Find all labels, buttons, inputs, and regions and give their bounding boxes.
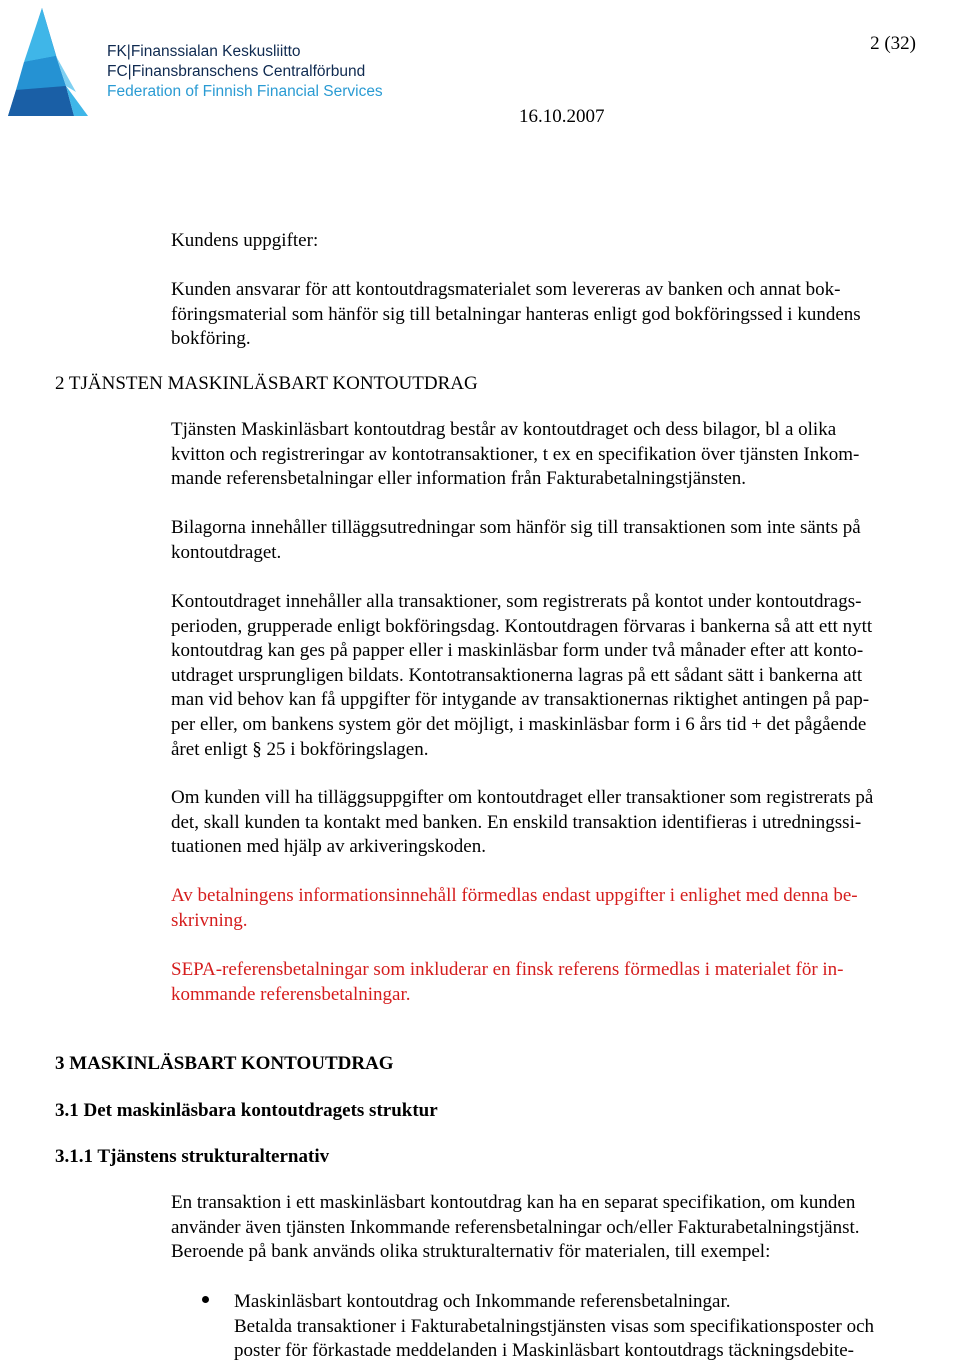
text-line: Bilagorna innehåller tilläggsutredningar som hänför sig till transaktionen som inte sänts på bbox=[171, 517, 861, 538]
text-line: En transaktion i ett maskinläsbart kontoutdrag kan ha en separat specifikation, om kunden bbox=[171, 1192, 856, 1213]
bullet-icon bbox=[202, 1296, 209, 1303]
text-line: Betalda transaktioner i Fakturabetalningstjänsten visas som specifikationsposter och bbox=[234, 1315, 875, 1337]
document-date: 16.10.2007 bbox=[519, 106, 605, 127]
customer-heading: Kundens uppgifter: bbox=[171, 230, 319, 251]
text-line: man vid behov kan få uppgifter för intygande av transaktionernas riktighet antingen på pap- bbox=[171, 689, 870, 711]
text-line: Beroende på bank används olika strukturalternativ för materialen, till exempel: bbox=[171, 1241, 771, 1263]
bullet-item bbox=[234, 1290, 960, 1364]
text-line: det, skall kunden ta kontakt med banken. En enskild transaktion identifieras i utredningssi- bbox=[171, 811, 862, 833]
text-line: tuationen med hjälp av arkiveringskoden. bbox=[171, 836, 486, 858]
section-3-1-1-heading: 3.1.1 Tjänstens strukturalternativ bbox=[55, 1146, 330, 1167]
text-line: föringsmaterial som hänför sig till betalningar hanteras enligt god bokföringssed i kundens bbox=[171, 303, 861, 325]
text-line: kontoutdraget. bbox=[171, 541, 282, 563]
text-line: Av betalningens informationsinnehåll förmedlas endast uppgifter i enlighet med denna be- bbox=[171, 885, 858, 906]
logo-line-federation: Federation of Finnish Financial Services bbox=[107, 83, 383, 100]
text-line: Kontoutdraget innehåller alla transaktioner, som registrerats på kontot under kontoutdrags- bbox=[171, 591, 862, 612]
section-2-paragraph-3 bbox=[171, 590, 960, 762]
text-line: skrivning. bbox=[171, 909, 248, 931]
page-number: 2 (32) bbox=[870, 33, 916, 54]
text-line: Om kunden vill ha tilläggsuppgifter om kontoutdraget eller transaktioner som registrerats på bbox=[171, 787, 874, 808]
logo-line-fk: FK|Finanssialan Keskusliitto bbox=[107, 43, 301, 60]
logo-line-fc: FC|Finansbranschens Centralförbund bbox=[107, 63, 366, 80]
text-line: året enligt § 25 i bokföringslagen. bbox=[171, 738, 429, 760]
section-2-paragraph-4 bbox=[171, 786, 960, 860]
logo-text bbox=[107, 42, 383, 102]
federation-logo bbox=[4, 6, 104, 120]
text-line: kvitton och registreringar av kontotransaktioner, t ex en specifikation över tjänsten Inkom- bbox=[171, 443, 860, 465]
logo-mark-icon bbox=[4, 6, 104, 120]
section-2-paragraph-2 bbox=[171, 516, 960, 565]
section-2-red-note-2 bbox=[171, 958, 960, 1007]
text-line: perioden, grupperade enligt bokföringsdag. Kontoutdragen förvaras i bankerna så att ett nytt bbox=[171, 615, 873, 637]
section-3-1-heading: 3.1 Det maskinläsbara kontoutdragets struktur bbox=[55, 1100, 438, 1121]
text-line: mande referensbetalningar eller information från Fakturabetalningstjänsten. bbox=[171, 468, 747, 490]
text-line: Maskinläsbart kontoutdrag och Inkommande referensbetalningar. bbox=[234, 1291, 731, 1312]
text-line: poster för förkastade meddelanden i Maskinläsbart kontoutdrags täckningsdebite- bbox=[234, 1340, 854, 1362]
section-3-1-1-paragraph bbox=[171, 1191, 960, 1265]
customer-paragraph bbox=[171, 278, 960, 352]
section-2-paragraph-1 bbox=[171, 418, 960, 492]
section-2-heading: 2 TJÄNSTEN MASKINLÄSBART KONTOUTDRAG bbox=[55, 373, 478, 394]
section-2-red-note-1 bbox=[171, 884, 960, 933]
text-line: kommande referensbetalningar. bbox=[171, 983, 411, 1005]
text-line: per eller, om bankens system gör det möjligt, i maskinläsbar form i 6 års tid + det pågående bbox=[171, 713, 867, 735]
text-line: bokföring. bbox=[171, 328, 251, 350]
section-3-heading: 3 MASKINLÄSBART KONTOUTDRAG bbox=[55, 1053, 394, 1074]
text-line: Kunden ansvarar för att kontoutdragsmaterialet som levereras av banken och annat bok- bbox=[171, 279, 841, 300]
text-line: SEPA-referensbetalningar som inkluderar en finsk referens förmedlas i materialet för in- bbox=[171, 959, 844, 980]
text-line: kontoutdrag kan ges på papper eller i maskinläsbar form under två månader efter att konto- bbox=[171, 640, 864, 662]
text-line: Tjänsten Maskinläsbart kontoutdrag består av kontoutdraget och dess bilagor, bl a olika bbox=[171, 419, 837, 440]
text-line: använder även tjänsten Inkommande referensbetalningar och/eller Fakturabetalningstjänst. bbox=[171, 1216, 860, 1238]
text-line: utdraget ursprungligen bildats. Kontotransaktionerna lagras på ett sådant sätt i bankerna att bbox=[171, 664, 863, 686]
